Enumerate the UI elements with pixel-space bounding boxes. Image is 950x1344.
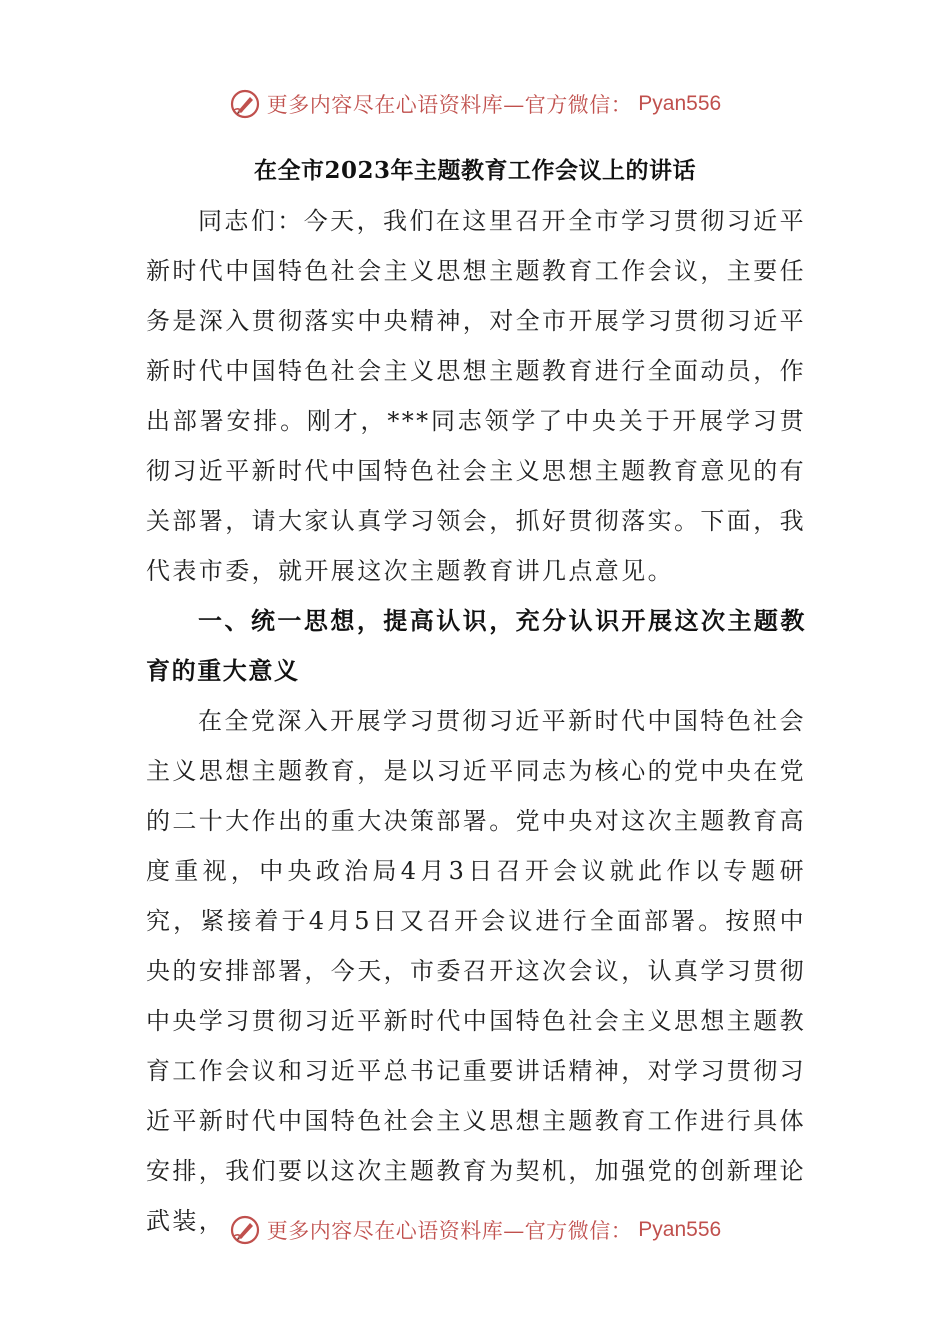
watermark-handle: Pyan556 [638,92,722,115]
watermark-header [0,84,950,124]
watermark-handle: Pyan556 [638,1218,722,1241]
document-body [146,196,806,1246]
watermark-footer [0,1210,950,1250]
watermark-text: 更多内容尽在心语资料库—官方微信： [266,93,633,117]
section-heading: 一、统一思想，提高认识，充分认识开展这次主题教育的重大意义 [146,606,806,685]
watermark-text: 更多内容尽在心语资料库—官方微信： [266,1219,633,1243]
intro-paragraph: 同志们：今天，我们在这里召开全市学习贯彻习近平新时代中国特色社会主义思想主题教育工作会议，主要任务是深入贯彻落实中央精神，对全市开展学习贯彻习近平新时代中国特色社会主义思想主题教育进行全面动员，作出部署安排。刚才，***同志领学了中央关于开展学习贯彻习近平新时代中国特色社会主义思想主题教育意见的有关部署，请大家认真学习领会，抓好贯彻落实。下面，我代表市委，就开展这次主题教育讲几点意见。 [146,207,806,585]
pen-logo-icon [229,1214,261,1246]
section-paragraph: 在全党深入开展学习贯彻习近平新时代中国特色社会主义思想主题教育，是以习近平同志为核心的党中央在党的二十大作出的重大决策部署。党中央对这次主题教育高度重视，中央政治局4月3日召开会议就此作以专题研究，紧接着于4月5日又召开会议进行全面部署。按照中央的安排部署，今天，市委召开这次会议，认真学习贯彻中央学习贯彻习近平新时代中国特色社会主义思想主题教育工作会议和习近平总书记重要讲话精神，对学习贯彻习近平新时代中国特色社会主义思想主题教育工作进行具体安排，我们要以这次主题教育为契机，加强党的创新理论武装， [146,707,806,1235]
document-title: 在全市2023年主题教育工作会议上的讲话 [253,157,696,184]
pen-logo-icon [229,88,261,120]
